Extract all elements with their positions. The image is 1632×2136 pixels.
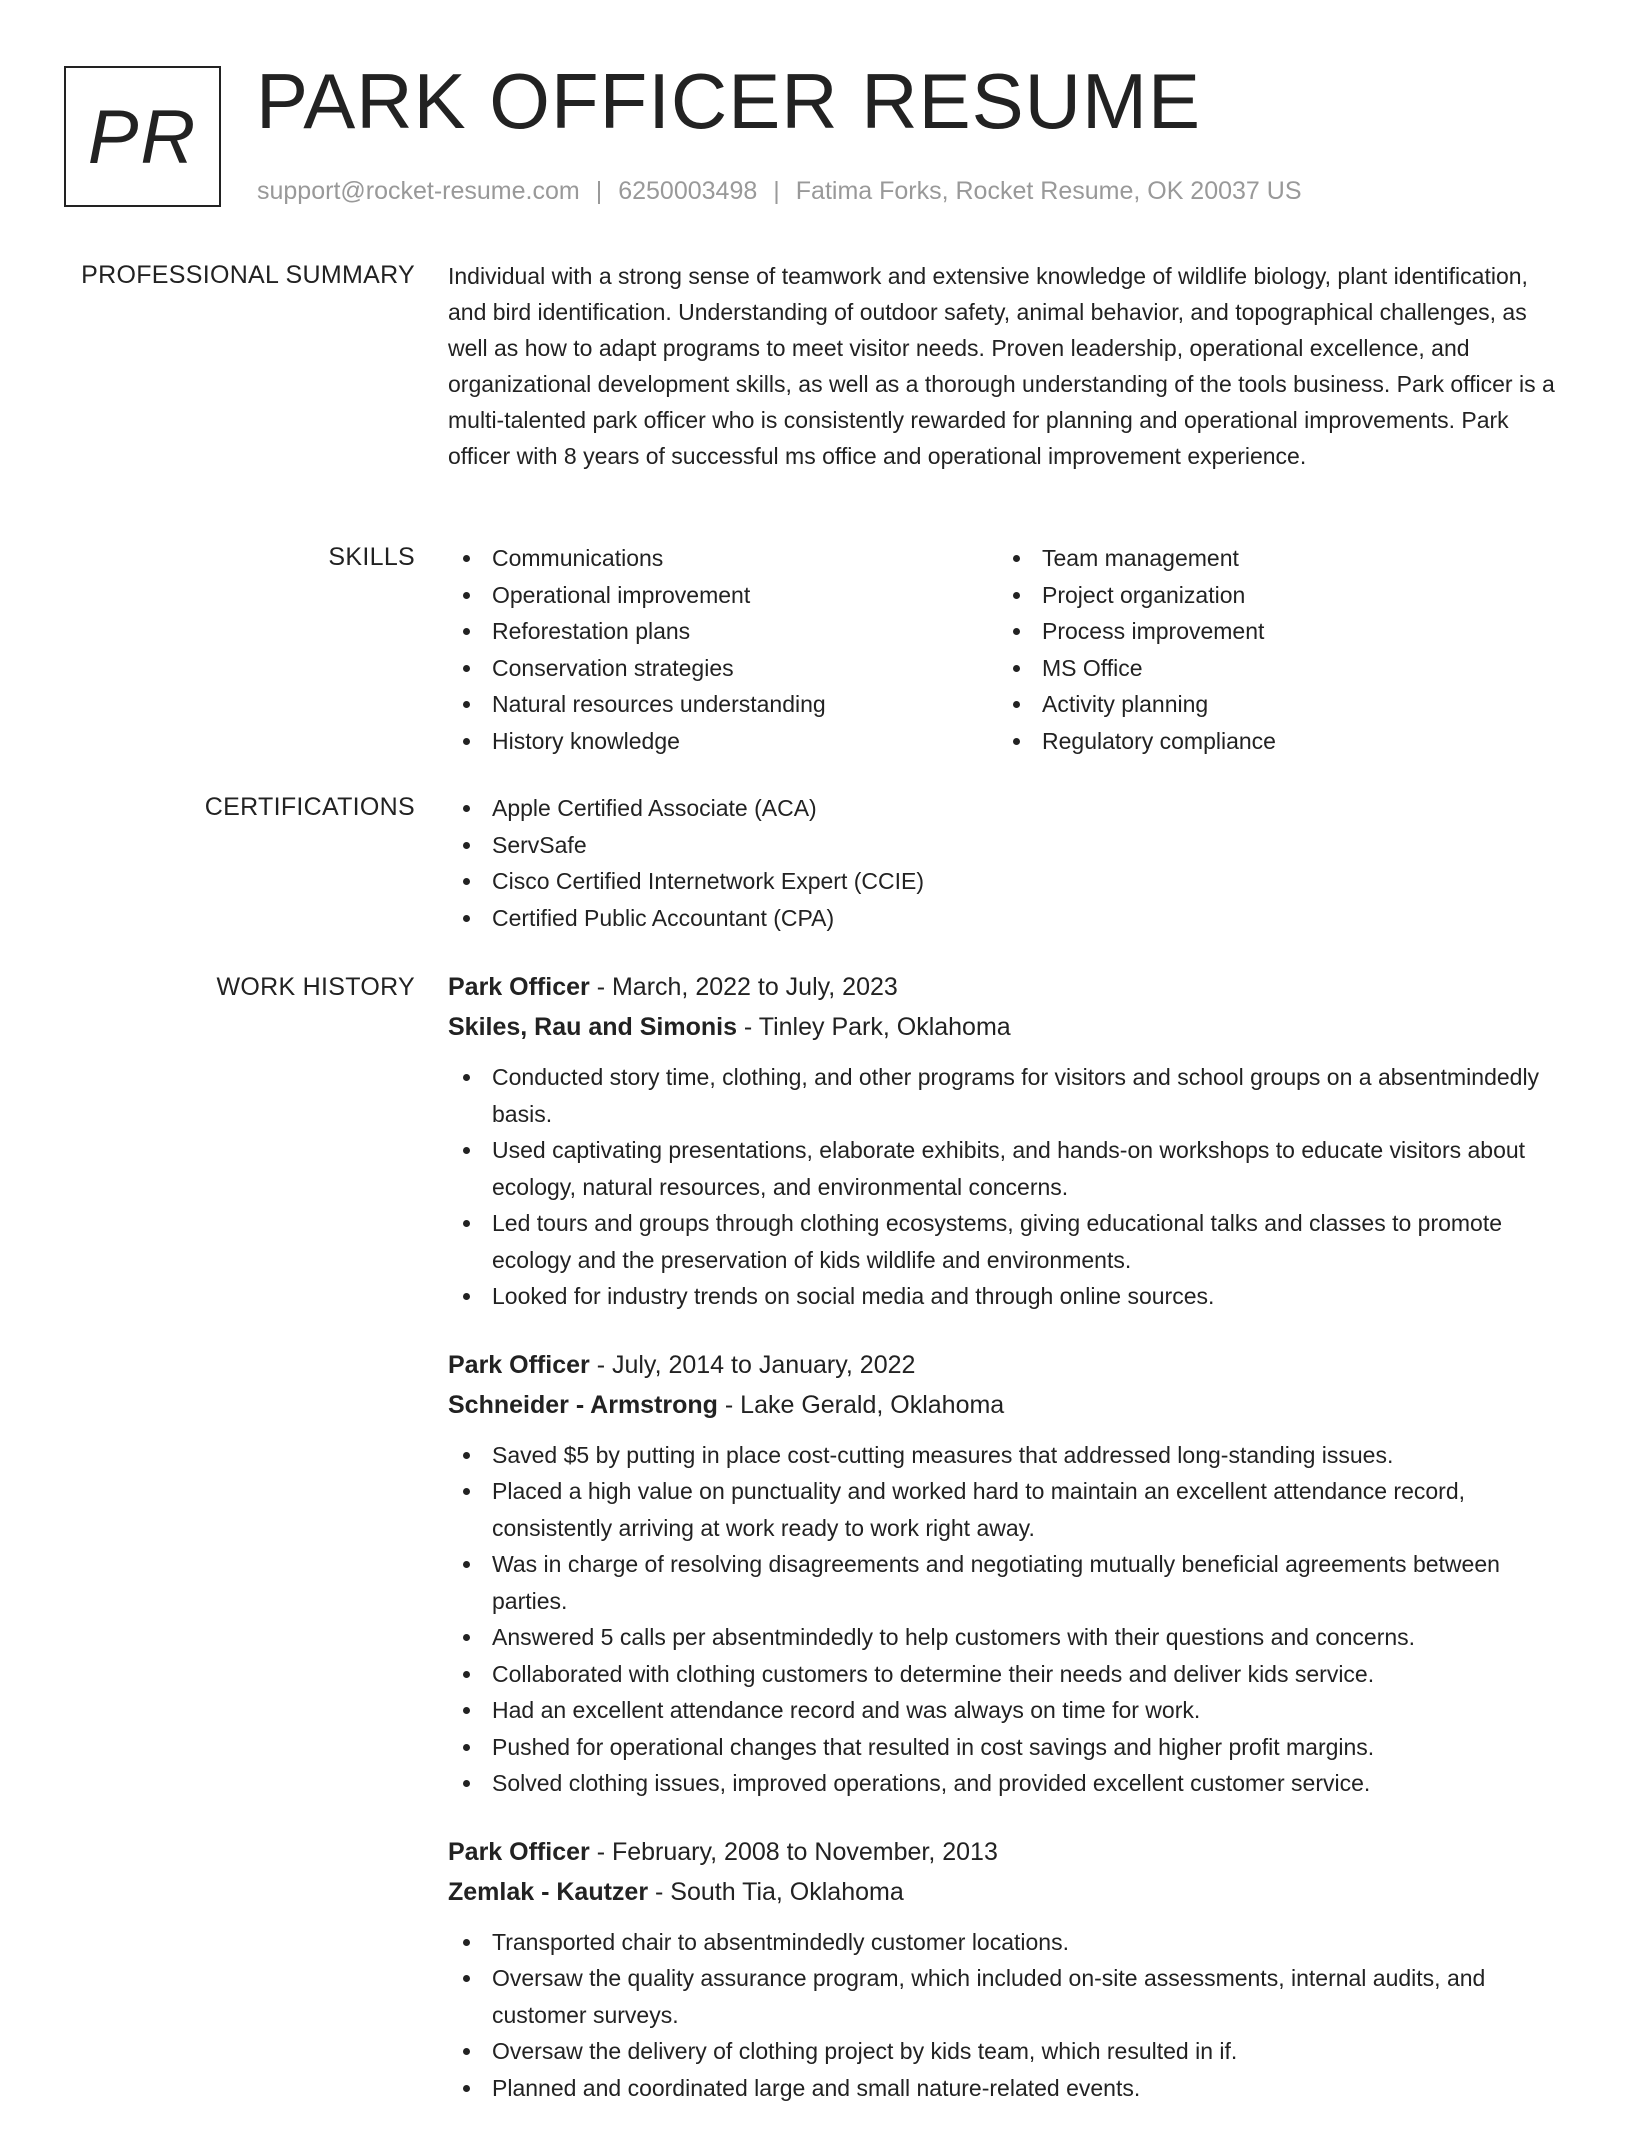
contact-line	[257, 175, 1302, 207]
job-location: - Lake Gerald, Oklahoma	[717, 1390, 1005, 1419]
job-title-line	[448, 1345, 1568, 1385]
job-company: Skiles, Rau and Simonis	[448, 1013, 737, 1041]
job-bullet: Looked for industry trends on social media and through online sources.	[448, 1278, 1568, 1315]
skill-item: History knowledge	[448, 723, 998, 760]
skill-item: MS Office	[998, 650, 1548, 687]
certification-item: Cisco Certified Internetwork Expert (CCIE)	[448, 863, 1568, 900]
certifications-list	[448, 790, 1568, 936]
job-bullet: Placed a high value on punctuality and worked hard to maintain an excellent attendance record, consistently arriving at work ready to work right away.	[448, 1473, 1568, 1546]
job-title-line	[448, 967, 1568, 1007]
job-company-line	[448, 1007, 1568, 1047]
certifications-heading: CERTIFICATIONS	[204, 793, 415, 821]
certifications-body	[448, 790, 1568, 936]
monogram-logo	[64, 66, 221, 207]
job-bullet: Planned and coordinated large and small nature-related events.	[448, 2070, 1568, 2107]
certification-item: ServSafe	[448, 827, 1568, 864]
skill-item: Operational improvement	[448, 577, 998, 614]
skills-body	[448, 540, 1568, 759]
job-company: Zemlak - Kautzer	[448, 1877, 649, 1906]
contact-email[interactable]: support@rocket-resume.com	[257, 177, 580, 205]
job-entry	[448, 1345, 1568, 1802]
job-dates: - March, 2022 to July, 2023	[589, 973, 898, 1001]
contact-address: Fatima Forks, Rocket Resume, OK 20037 US	[795, 177, 1302, 205]
job-dates: - July, 2014 to January, 2022	[589, 1350, 916, 1379]
job-dates: - February, 2008 to November, 2013	[589, 1837, 998, 1866]
contact-separator: |	[595, 177, 603, 205]
skill-item: Process improvement	[998, 613, 1548, 650]
skill-item: Team management	[998, 540, 1548, 577]
job-bullet: Used captivating presentations, elaborate exhibits, and hands-on workshops to educate visitors about ecology, natural resources, and environmental concerns.	[448, 1132, 1568, 1205]
skill-item: Activity planning	[998, 686, 1548, 723]
contact-separator: |	[773, 177, 780, 205]
summary-text: Individual with a strong sense of teamwork and extensive knowledge of wildlife biology, plant identification, and bird identification. Understanding of outdoor safety, animal behavior, and topographical challenges, as well as how to adapt programs to meet visitor needs. Proven leadership, operational excellence, and organizational development skills, as well as a thorough understanding of the tools business. Park officer is a multi-talented park officer who is consistently rewarded for planning and operational improvements. Park officer with 8 years of successful ms office and operational improvement experience.	[448, 263, 1555, 469]
resume-title: PARK OFFICER RESUME	[256, 57, 1201, 145]
job-bullet: Pushed for operational changes that resulted in cost savings and higher profit margins.	[448, 1729, 1568, 1766]
skill-item: Regulatory compliance	[998, 723, 1548, 760]
job-bullet: Led tours and groups through clothing ecosystems, giving educational talks and classes to promote ecology and the preservation of kids wildlife and environments.	[448, 1205, 1568, 1278]
skill-item: Communications	[448, 540, 998, 577]
job-bullet: Solved clothing issues, improved operations, and provided excellent customer service.	[448, 1765, 1568, 1802]
job-bullet: Collaborated with clothing customers to determine their needs and deliver kids service.	[448, 1656, 1568, 1693]
job-location: - Tinley Park, Oklahoma	[736, 1013, 1011, 1041]
job-bullet: Transported chair to absentmindedly customer locations.	[448, 1924, 1568, 1961]
job-entry	[448, 1832, 1568, 2107]
job-bullets	[448, 1924, 1568, 2107]
work-history-body	[448, 967, 1568, 2136]
certification-item: Apple Certified Associate (ACA)	[448, 790, 1568, 827]
job-title: Park Officer	[448, 973, 590, 1001]
skills-list-left	[448, 540, 998, 759]
contact-phone[interactable]: 6250003498	[618, 177, 758, 205]
job-bullet: Was in charge of resolving disagreements and negotiating mutually beneficial agreements between parties.	[448, 1546, 1568, 1619]
job-bullet: Saved $5 by putting in place cost-cutting measures that addressed long-standing issues.	[448, 1437, 1568, 1474]
job-title: Park Officer	[448, 1350, 590, 1379]
skills-list-right	[998, 540, 1548, 759]
job-bullets	[448, 1059, 1568, 1315]
skills-columns	[448, 540, 1568, 759]
skills-heading: SKILLS	[328, 543, 415, 571]
job-company-line	[448, 1385, 1568, 1425]
job-title-line	[448, 1832, 1568, 1872]
job-company: Schneider - Armstrong	[448, 1390, 718, 1419]
job-bullet: Oversaw the delivery of clothing project by kids team, which resulted in if.	[448, 2033, 1568, 2070]
certification-item: Certified Public Accountant (CPA)	[448, 900, 1568, 937]
skill-item: Project organization	[998, 577, 1548, 614]
job-bullet: Conducted story time, clothing, and other programs for visitors and school groups on a absentmindedly basis.	[448, 1059, 1568, 1132]
job-bullets	[448, 1437, 1568, 1802]
summary-heading: PROFESSIONAL SUMMARY	[81, 261, 415, 289]
job-bullet: Had an excellent attendance record and was always on time for work.	[448, 1692, 1568, 1729]
skill-item: Natural resources understanding	[448, 686, 998, 723]
work-history-heading: WORK HISTORY	[216, 973, 415, 1001]
job-company-line	[448, 1872, 1568, 1912]
skill-item: Conservation strategies	[448, 650, 998, 687]
summary-body	[448, 258, 1568, 474]
job-location: - South Tia, Oklahoma	[648, 1877, 904, 1906]
monogram-initials: PR	[87, 95, 198, 180]
skill-item: Reforestation plans	[448, 613, 998, 650]
job-bullet: Answered 5 calls per absentmindedly to help customers with their questions and concerns.	[448, 1619, 1568, 1656]
job-entry	[448, 967, 1568, 1315]
job-bullet: Oversaw the quality assurance program, which included on-site assessments, internal audits, and customer surveys.	[448, 1960, 1568, 2033]
job-title: Park Officer	[448, 1837, 590, 1866]
